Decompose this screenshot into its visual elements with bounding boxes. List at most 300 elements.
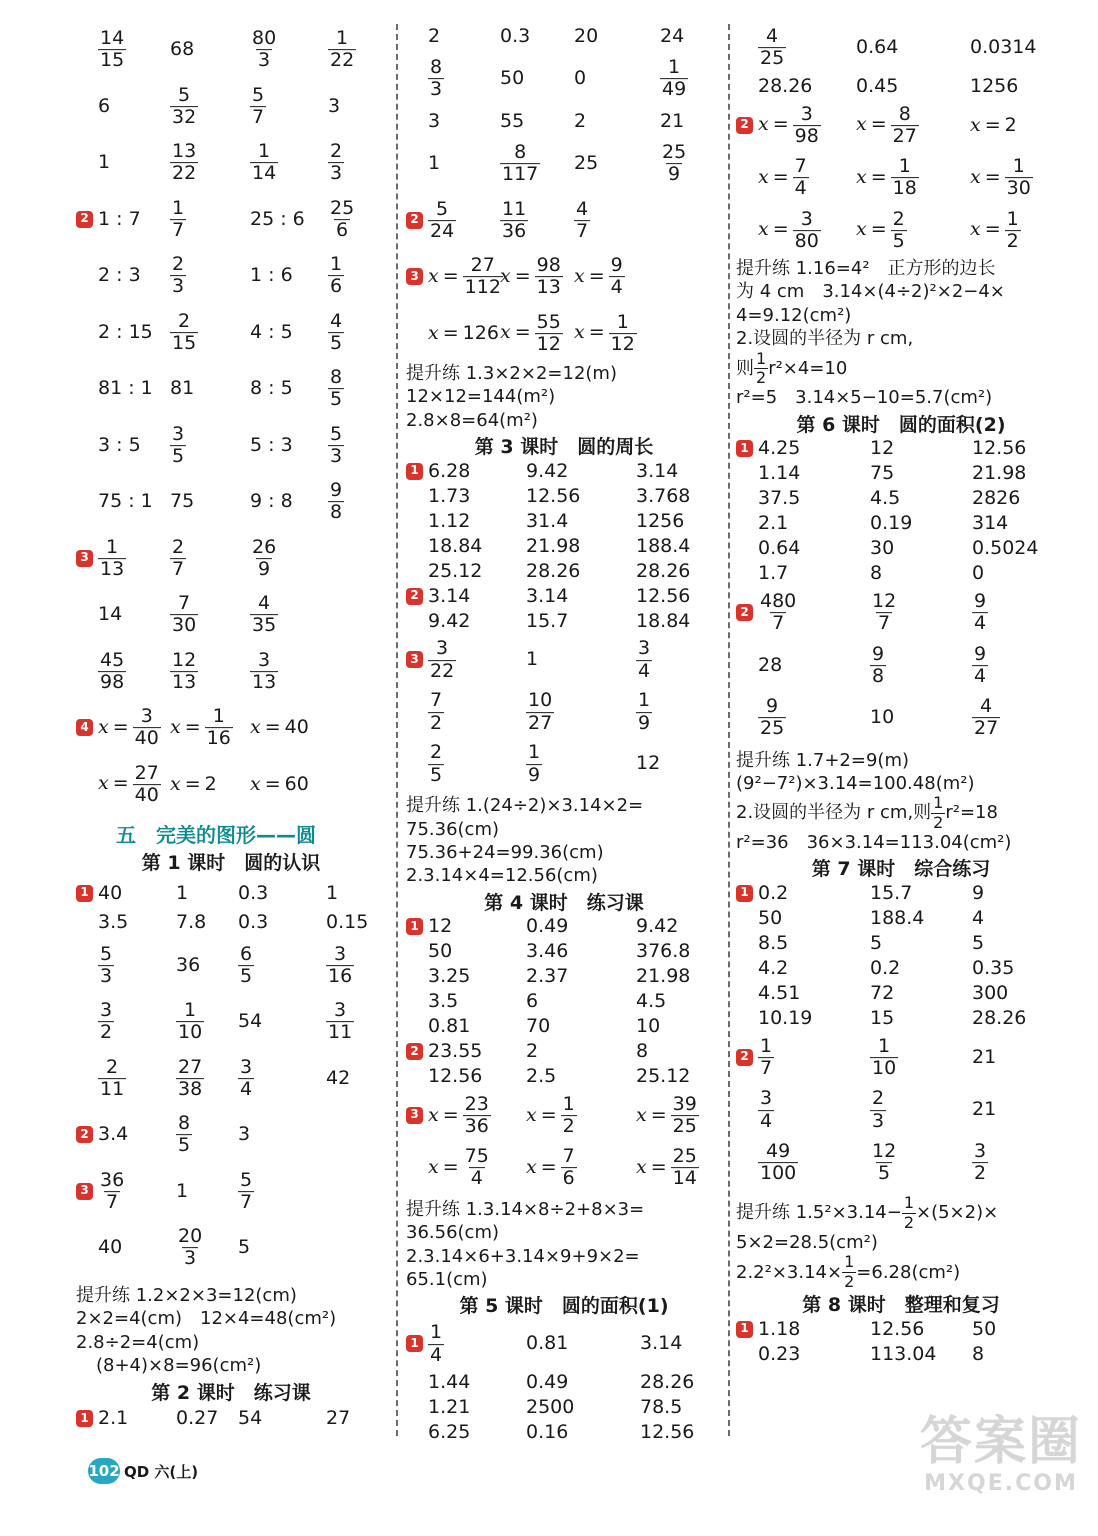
fraction: 5 3 <box>100 942 113 987</box>
answer-fraction <box>758 592 798 634</box>
answer-fraction <box>428 743 444 785</box>
answer-row <box>736 74 1066 99</box>
answer-value: 8 <box>870 562 883 585</box>
answer-fraction <box>98 1055 126 1100</box>
answer-value: 25.12 <box>428 559 483 582</box>
answer-value: 1 <box>326 881 339 904</box>
answer-value: 3 <box>238 1123 251 1146</box>
answer-value: 25 : 6 <box>250 207 305 230</box>
answer-value: 0.5024 <box>972 537 1039 560</box>
fraction: 1 14 <box>252 140 277 185</box>
practice-line <box>736 1254 1066 1290</box>
answer-fraction <box>428 639 456 681</box>
fraction: $\frac{1}{18}$ <box>892 155 917 200</box>
fraction: 13 22 <box>172 140 197 185</box>
answer-value: 4.5 <box>870 487 901 510</box>
answer-row <box>736 22 1066 74</box>
answer-value: 75 <box>170 490 195 513</box>
equation-answer: x = 60 <box>250 772 309 795</box>
answer-grid <box>406 22 722 362</box>
answer-row <box>736 204 1066 257</box>
answer-row <box>736 562 1066 587</box>
equation-answer: x = $\frac{7}{4}$ <box>758 155 807 200</box>
practice-line <box>736 795 1066 831</box>
answer-row <box>406 192 722 249</box>
lesson-heading: 第 4 课时 练习课 <box>484 891 644 914</box>
answer-value: 2.37 <box>526 965 569 988</box>
answer-row <box>76 248 386 304</box>
answer-row <box>736 956 1066 981</box>
practice-line: 2.8×8=64(m²) <box>406 409 538 431</box>
answer-row <box>406 559 722 584</box>
fraction: 3 16 <box>328 942 353 987</box>
answer-row <box>406 584 722 609</box>
lesson-heading: 第 7 课时 综合练习 <box>811 858 991 881</box>
answer-value: 2 <box>428 24 441 47</box>
answer-fraction <box>328 309 344 354</box>
answer-value: 9.42 <box>636 915 679 938</box>
answer-row <box>406 990 722 1015</box>
answer-value: 50 <box>428 940 453 963</box>
answer-value: 0.16 <box>526 1420 569 1443</box>
unit-title: 五 完美的图形——圆 <box>116 823 316 847</box>
answer-fraction <box>758 27 786 69</box>
answer-fraction <box>326 942 354 987</box>
answer-value: 14 <box>98 603 123 626</box>
answer-value: 4.2 <box>758 956 789 979</box>
column-divider <box>396 24 398 1436</box>
answer-value: 25.12 <box>636 1065 691 1088</box>
answer-value: 50 <box>500 67 525 90</box>
answer-row <box>76 417 386 474</box>
answer-value: 10 <box>870 706 895 729</box>
fraction: 1 13 <box>100 535 125 580</box>
fraction: 3 2 <box>100 999 113 1044</box>
practice-line: 36.56(cm) <box>406 1222 500 1244</box>
answer-value: 4.25 <box>758 437 801 460</box>
fraction: 12 7 <box>872 590 897 635</box>
question-number-badge: 2 <box>406 1043 423 1060</box>
answer-value: 81 <box>170 377 195 400</box>
answer-value: 21.98 <box>526 534 581 557</box>
practice-line: (8+4)×8=96(cm²) <box>96 1355 262 1377</box>
equation-answer: x = $\frac{27}{40}$ <box>98 761 159 806</box>
answer-value: 5 <box>870 931 883 954</box>
answer-fraction <box>758 697 786 739</box>
fraction: 480 7 <box>760 590 797 635</box>
fraction: 5 24 <box>430 197 455 242</box>
practice-block <box>406 794 722 888</box>
answer-value: 37.5 <box>758 487 801 510</box>
answer-fraction <box>328 481 344 523</box>
fraction: 9 8 <box>872 642 885 688</box>
answer-value: 1.14 <box>758 462 801 485</box>
fraction: 3 22 <box>430 637 455 682</box>
question-number-badge: 1 <box>76 885 93 902</box>
question-number-badge: 3 <box>76 550 93 567</box>
column-divider <box>728 24 730 1436</box>
answer-grid <box>736 22 1066 257</box>
answer-fraction <box>170 535 186 580</box>
practice-line: 2.设圆的半径为 r cm, <box>736 328 914 350</box>
question-number-badge: 1 <box>406 918 423 935</box>
fraction: $\frac{1}{2}$ <box>844 1252 855 1291</box>
equation-answer: x = $\frac{1}{2}$ <box>526 1092 575 1138</box>
practice-text: r²×4=10 <box>768 357 848 379</box>
answer-value: 40 <box>98 1236 123 1259</box>
fraction: 45 98 <box>100 648 125 693</box>
question-number-badge: 1 <box>76 1410 93 1427</box>
answer-fraction <box>636 639 652 681</box>
answer-value: 3 : 5 <box>98 433 141 456</box>
page-footer <box>88 1458 198 1484</box>
answer-row <box>736 931 1066 956</box>
answer-row <box>76 135 386 191</box>
answer-value: 188.4 <box>636 534 691 557</box>
answer-fraction <box>972 1142 988 1184</box>
fraction: 80 3 <box>252 27 277 72</box>
answer-row <box>736 462 1066 487</box>
answer-fraction <box>250 535 278 580</box>
answer-value: 15.7 <box>870 881 913 904</box>
answer-value: 0.3 <box>500 24 531 47</box>
answer-value: 18.84 <box>636 609 691 632</box>
answer-fraction <box>98 1168 126 1213</box>
answer-row <box>406 484 722 509</box>
answer-fraction <box>238 942 254 987</box>
fraction: $\frac{7}{6}$ <box>562 1144 575 1190</box>
answer-fraction <box>250 142 278 184</box>
answer-value: 6.25 <box>428 1420 471 1443</box>
answer-value: 3.14 <box>636 459 679 482</box>
answer-value: 2 : 3 <box>98 264 141 287</box>
answer-value: 10.19 <box>758 1006 813 1029</box>
fraction: $\frac{2}{5}$ <box>892 207 905 252</box>
question-number-badge: 3 <box>76 1183 93 1200</box>
answer-fraction <box>250 594 278 636</box>
fraction: $\frac{39}{25}$ <box>672 1092 697 1138</box>
answer-row <box>406 609 722 634</box>
lesson-heading: 第 1 课时 圆的认识 <box>141 852 321 874</box>
answer-value: 6.28 <box>428 459 471 482</box>
fraction: 4 35 <box>252 592 277 637</box>
fraction: $\frac{8}{27}$ <box>892 102 917 147</box>
fraction: $\frac{9}{4}$ <box>610 254 623 299</box>
answer-row <box>406 534 722 559</box>
answer-row <box>406 509 722 534</box>
answer-value: 3.768 <box>636 484 691 507</box>
answer-value: 7.8 <box>176 910 207 933</box>
fraction: 3 4 <box>638 637 651 682</box>
answer-fraction <box>972 592 988 634</box>
answer-row <box>736 1031 1066 1084</box>
fraction: 2 3 <box>172 253 185 298</box>
answer-value: 12.56 <box>428 1065 483 1088</box>
answer-fraction <box>238 1055 254 1100</box>
answer-value: 21.98 <box>972 462 1027 485</box>
answer-fraction <box>170 648 198 693</box>
fraction: $\frac{7}{4}$ <box>794 155 807 200</box>
answer-value: 8.5 <box>758 931 789 954</box>
answer-fraction <box>660 143 688 185</box>
answer-value: 8 <box>972 1342 985 1365</box>
answer-value: 0 <box>574 67 587 90</box>
answer-value: 3.14 <box>526 584 569 607</box>
answer-value: 8 : 5 <box>250 377 293 400</box>
fraction: 1 10 <box>178 999 203 1044</box>
answer-value: 188.4 <box>870 906 925 929</box>
equation-answer: x = $\frac{9}{4}$ <box>574 254 623 299</box>
answer-fraction <box>972 697 1000 739</box>
answer-value: 0.0314 <box>970 36 1037 59</box>
answer-fraction <box>98 535 126 580</box>
answer-value: 40 <box>98 881 123 904</box>
equation-answer: x = 40 <box>250 716 309 739</box>
question-number-badge: 1 <box>736 885 753 902</box>
answer-row <box>406 1370 722 1395</box>
equation-answer: x = $\frac{1}{2}$ <box>970 207 1019 252</box>
practice-line: 提升练 1.7+2=9(m) <box>736 749 909 771</box>
answer-value: 12.56 <box>526 484 581 507</box>
answer-value: 6 <box>526 990 539 1013</box>
equation-answer: x = $\frac{1}{12}$ <box>574 310 635 355</box>
answer-value: 0.27 <box>176 1407 219 1430</box>
answer-value: 2.1 <box>758 512 789 535</box>
answer-value: 28.26 <box>972 1006 1027 1029</box>
answer-value: 9 : 8 <box>250 490 293 513</box>
answer-grid <box>736 1317 1066 1367</box>
fraction: 3 4 <box>240 1055 253 1100</box>
answer-value: 0.3 <box>238 910 269 933</box>
answer-value: 23.55 <box>428 1040 483 1063</box>
fraction: 1 49 <box>662 56 687 101</box>
fraction: 26 9 <box>252 535 277 580</box>
lesson-heading: 第 3 课时 圆的周长 <box>474 436 654 459</box>
answer-value: 21 <box>972 1098 997 1121</box>
answer-row <box>406 940 722 965</box>
fraction: $\frac{1}{2}$ <box>562 1092 575 1138</box>
fraction: 8 117 <box>502 141 539 186</box>
answer-row <box>406 136 722 192</box>
answer-row <box>76 700 386 756</box>
practice-block <box>736 257 1066 410</box>
answer-fraction <box>328 142 344 184</box>
practice-line <box>736 348 1066 387</box>
practice-line: 为 4 cm 3.14×(4÷2)²×2−4× <box>736 281 1005 303</box>
answer-value: 5 : 3 <box>250 433 293 456</box>
fraction: 3 11 <box>328 999 353 1044</box>
watermark-logo: 答案圈 MXQE.COM <box>919 1412 1082 1497</box>
answer-value: 1.7 <box>758 562 789 585</box>
answer-value: 9 <box>972 881 985 904</box>
answer-value: 12.56 <box>972 437 1027 460</box>
answer-column-3 <box>736 22 1066 1367</box>
answer-value: 4.5 <box>636 990 667 1013</box>
fraction: 2 15 <box>172 309 197 354</box>
answer-value: 376.8 <box>636 940 691 963</box>
answer-value: 4 <box>972 906 985 929</box>
answer-row <box>736 981 1066 1006</box>
answer-value: 0.81 <box>428 1015 471 1038</box>
answer-fraction <box>250 83 266 128</box>
answer-value: 28.26 <box>526 559 581 582</box>
answer-fraction <box>170 142 198 184</box>
answer-row <box>406 1015 722 1040</box>
answer-value: 0.49 <box>526 915 569 938</box>
answer-value: 27 <box>326 1407 351 1430</box>
answer-row <box>406 738 722 790</box>
answer-fraction <box>870 592 898 634</box>
answer-fraction <box>170 594 198 636</box>
answer-fraction <box>428 1323 444 1365</box>
answer-grid <box>406 459 722 790</box>
answer-value: 0.19 <box>870 512 913 535</box>
fraction: 1 6 <box>330 253 343 298</box>
answer-row <box>736 587 1066 640</box>
answer-fraction <box>972 642 988 688</box>
answer-fraction <box>98 942 114 987</box>
answer-value: 113.04 <box>870 1342 937 1365</box>
answer-value: 31.4 <box>526 509 569 532</box>
practice-text: =6.28(cm²) <box>856 1261 961 1283</box>
answer-fraction <box>870 1037 898 1079</box>
answer-value: 1256 <box>636 509 685 532</box>
equation-answer: x = $\frac{2}{5}$ <box>856 207 905 252</box>
answer-value: 3.46 <box>526 940 569 963</box>
answer-value: 2 <box>526 1040 539 1063</box>
answer-row <box>736 1136 1066 1189</box>
answer-fraction <box>636 691 652 733</box>
answer-row <box>406 686 722 738</box>
answer-value: 1.73 <box>428 484 471 507</box>
answer-value: 4.51 <box>758 981 801 1004</box>
answer-fraction <box>758 1037 774 1079</box>
answer-value: 70 <box>526 1015 551 1038</box>
answer-fraction <box>428 58 444 100</box>
answer-value: 50 <box>758 906 783 929</box>
answer-value: 3.5 <box>98 910 129 933</box>
fraction: $\frac{3}{40}$ <box>134 705 159 750</box>
equation-answer: x = $\frac{75}{4}$ <box>428 1144 489 1190</box>
equation-answer: x = $\frac{3}{40}$ <box>98 705 159 750</box>
lesson-heading: 第 8 课时 整理和复习 <box>802 1294 1000 1317</box>
fraction: 2 3 <box>872 1087 885 1132</box>
answer-fraction <box>176 1227 204 1269</box>
question-number-badge: 2 <box>406 212 423 229</box>
fraction: $\frac{1}{2}$ <box>1006 207 1019 252</box>
answer-value: 36 <box>176 953 201 976</box>
fraction: 12 13 <box>172 648 197 693</box>
fraction: $\frac{55}{12}$ <box>536 310 561 355</box>
question-number-badge: 3 <box>406 268 423 285</box>
answer-value: 12 <box>428 915 453 938</box>
fraction: $\frac{75}{4}$ <box>464 1144 489 1190</box>
answer-value: 3.5 <box>428 990 459 1013</box>
answer-fraction <box>870 1087 886 1132</box>
answer-row <box>76 643 386 700</box>
answer-fraction <box>328 196 356 241</box>
answer-fraction <box>328 422 344 467</box>
answer-value: 24 <box>660 24 685 47</box>
answer-row <box>76 1220 386 1276</box>
fraction: 3 2 <box>974 1140 987 1185</box>
fraction: 5 3 <box>330 422 343 467</box>
answer-value: 1 <box>526 648 539 671</box>
answer-value: 54 <box>238 1407 263 1430</box>
answer-row <box>406 1142 722 1194</box>
answer-fraction <box>170 309 198 354</box>
answer-row <box>406 249 722 305</box>
fraction: 9 8 <box>330 479 343 524</box>
answer-row <box>76 908 386 937</box>
lesson-heading: 第 5 课时 圆的面积(1) <box>459 1295 669 1318</box>
answer-value: 10 <box>636 1015 661 1038</box>
answer-grid <box>736 881 1066 1189</box>
fraction: 11 36 <box>502 197 527 242</box>
answer-row <box>406 305 722 362</box>
fraction: 27 38 <box>178 1055 203 1100</box>
answer-value: 12 <box>870 437 895 460</box>
answer-value: 3.25 <box>428 965 471 988</box>
answer-value: 5 <box>972 931 985 954</box>
answer-value: 3.4 <box>98 1123 129 1146</box>
practice-line: 提升练 1.2×2×3=12(cm) <box>76 1285 297 1306</box>
answer-value: 15.7 <box>526 609 569 632</box>
equation-answer: x = 2 <box>970 113 1017 136</box>
answer-value: 0.2 <box>758 881 789 904</box>
answer-value: 55 <box>500 109 525 132</box>
answer-fraction <box>176 1001 204 1043</box>
answer-value: 1 : 6 <box>250 264 293 287</box>
answer-row <box>76 1405 386 1434</box>
answer-fraction <box>660 58 688 100</box>
answer-value: 0.3 <box>238 881 269 904</box>
fraction: $\frac{3}{80}$ <box>794 207 819 252</box>
answer-row <box>736 1342 1066 1367</box>
answer-row <box>76 1163 386 1220</box>
answer-value: 5 <box>238 1236 251 1259</box>
fraction: 5 7 <box>252 83 265 128</box>
answer-fraction <box>428 691 444 733</box>
equation-answer: x = $\frac{1}{16}$ <box>170 705 231 750</box>
answer-fraction <box>326 1001 354 1043</box>
equation-answer: x = $\frac{27}{112}$ <box>428 254 501 299</box>
practice-line: 75.36(cm) <box>406 818 500 840</box>
answer-value: 0.81 <box>526 1332 569 1355</box>
answer-row <box>736 692 1066 745</box>
answer-row <box>76 191 386 248</box>
equation-answer: x = $\frac{98}{13}$ <box>500 254 561 299</box>
answer-fraction <box>328 255 344 297</box>
answer-fraction <box>250 29 278 71</box>
fraction: 6 5 <box>240 942 253 987</box>
answer-value: 30 <box>870 537 895 560</box>
answer-fraction <box>328 368 344 410</box>
answer-row <box>406 1090 722 1142</box>
answer-row <box>406 634 722 686</box>
answer-value: 42 <box>326 1066 351 1089</box>
practice-line: 提升练 1.3×2×2=12(m) <box>406 363 617 384</box>
equation-answer: x = $\frac{3}{98}$ <box>758 102 819 147</box>
answer-fraction <box>526 691 554 733</box>
fraction: 8 5 <box>330 366 343 411</box>
fraction: 1 2 <box>933 793 944 832</box>
fraction: 8 3 <box>430 56 443 101</box>
answer-grid <box>76 1405 386 1434</box>
equation-answer: x = $\frac{23}{36}$ <box>428 1092 489 1138</box>
practice-line: 2.3.14×6+3.14×9+9×2= <box>406 1245 640 1267</box>
fraction: $\frac{1}{30}$ <box>1006 155 1031 200</box>
